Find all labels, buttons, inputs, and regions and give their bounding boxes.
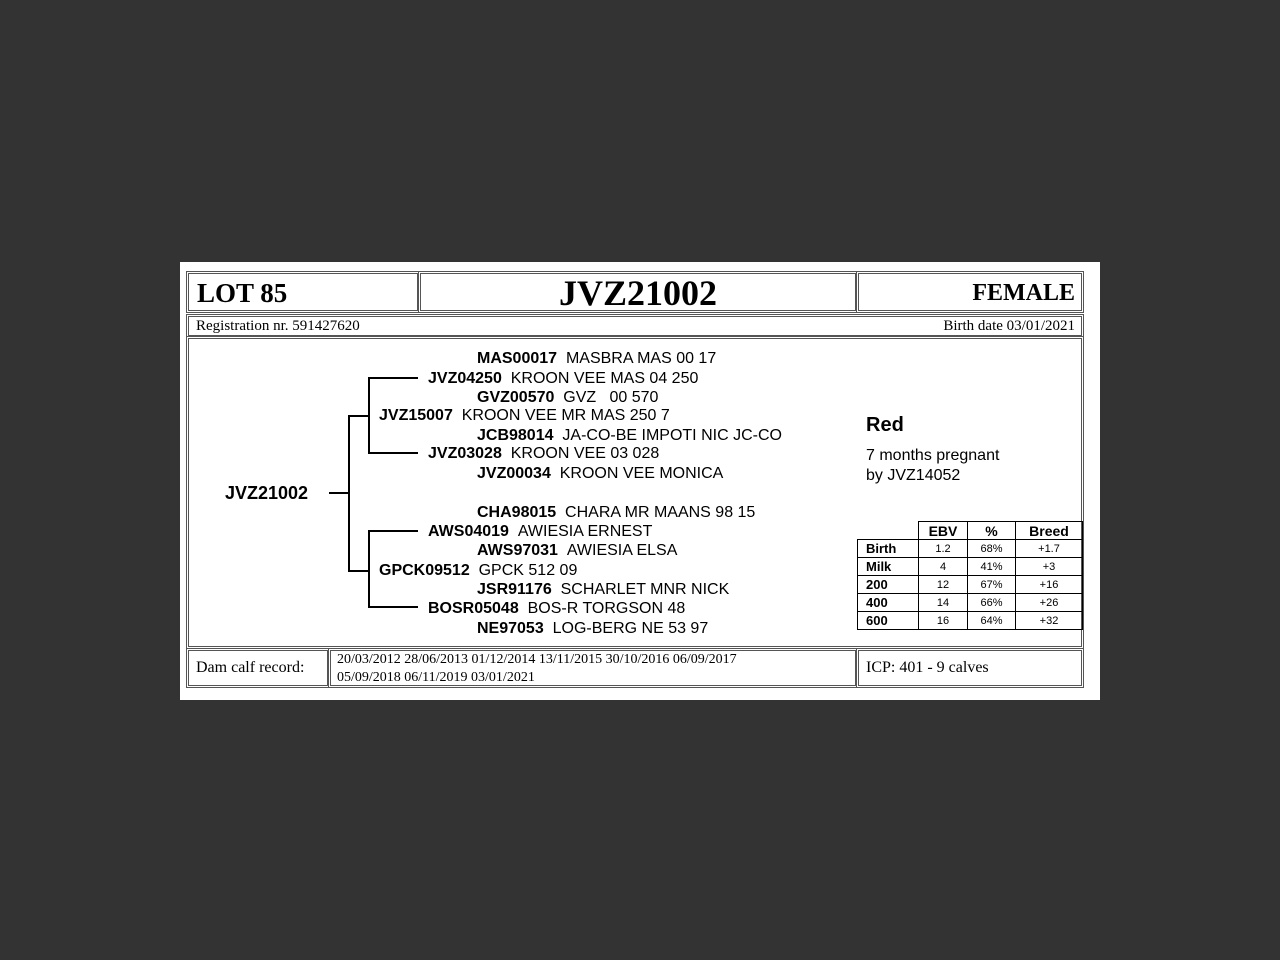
pedigree-sire-dam-sire: [477, 427, 782, 445]
pedigree-dam-sire-sire: [477, 504, 755, 522]
pedigree-sire: [379, 407, 670, 425]
ebv-value: 12: [919, 576, 968, 594]
pedigree-animal: [225, 483, 308, 503]
connector-dam: [348, 570, 370, 572]
pregnant-by: by JVZ14052: [866, 467, 961, 484]
connector-animal: [329, 492, 349, 494]
pedigree-dam-sire: [428, 523, 652, 541]
connector-sire-sire: [368, 377, 418, 379]
ebv-value: 4: [919, 558, 968, 576]
icp-value: ICP: 401 - 9 calves: [866, 659, 989, 676]
pedigree-sire-sire-sire: [477, 350, 716, 368]
registration-number: Registration nr. 591427620: [196, 318, 360, 334]
ped-name: KROON VEE MR MAS 250 7: [461, 407, 670, 424]
ped-id: JVZ15007: [379, 407, 453, 424]
icp-cell: [856, 648, 1084, 688]
pedigree-dam-sire-dam: [477, 542, 677, 560]
ped-id: BOSR05048: [428, 600, 519, 617]
ebv-pct: 68%: [968, 540, 1016, 558]
ebv-breed: +32: [1016, 612, 1083, 630]
ebv-table: [857, 521, 1083, 630]
ped-name: CHARA MR MAANS 98 15: [565, 504, 756, 521]
ped-id: JSR91176: [477, 581, 552, 598]
ebv-breed: +3: [1016, 558, 1083, 576]
ebv-pct: 64%: [968, 612, 1016, 630]
sex-label: FEMALE: [972, 280, 1075, 306]
ebv-value: 16: [919, 612, 968, 630]
ped-id: AWS97031: [477, 542, 558, 559]
ebv-row: [858, 558, 1083, 576]
pedigree-sire-sire: [428, 370, 698, 388]
pedigree-animal-id: JVZ21002: [225, 483, 309, 503]
pedigree-sire-dam: [428, 445, 659, 463]
pedigree-dam-dam-sire: [477, 581, 729, 599]
ebv-corner: [858, 522, 919, 540]
animal-id-title: JVZ21002: [558, 273, 717, 313]
dam-calf-dates: [337, 651, 842, 686]
ebv-pct: 67%: [968, 576, 1016, 594]
ped-id: JVZ03028: [428, 445, 502, 462]
animal-color: Red: [866, 414, 904, 436]
ped-name: KROON VEE 03 028: [510, 445, 660, 462]
ebv-row-label: Birth: [858, 540, 919, 558]
connector-sire: [348, 415, 370, 417]
ebv-row-label: 200: [858, 576, 919, 594]
connector-dam-dam: [368, 606, 418, 608]
ped-name: BOS-R TORGSON 48: [527, 600, 686, 617]
ebv-row-label: 400: [858, 594, 919, 612]
ped-id: JCB98014: [477, 427, 554, 444]
pedigree-sire-dam-dam: [477, 465, 723, 483]
ped-name: AWIESIA ERNEST: [517, 523, 653, 540]
ebv-header-breed: Breed: [1016, 522, 1083, 540]
ebv-row: [858, 612, 1083, 630]
ebv-breed: +26: [1016, 594, 1083, 612]
ebv-row-label: 600: [858, 612, 919, 630]
connector-sire-dam: [368, 452, 418, 454]
ebv-breed: +1.7: [1016, 540, 1083, 558]
ped-name: GPCK 512 09: [478, 562, 578, 579]
ped-id: JVZ04250: [428, 370, 502, 387]
lot-card: [180, 262, 1100, 700]
ebv-row: [858, 594, 1083, 612]
ped-id: GPCK09512: [379, 562, 470, 579]
pregnancy-status: 7 months pregnant: [866, 447, 1000, 464]
connector-vertical-main: [348, 415, 350, 572]
dam-calf-label: Dam calf record:: [196, 659, 305, 676]
birth-date: Birth date 03/01/2021: [943, 318, 1075, 334]
ebv-header-ebv: EBV: [919, 522, 968, 540]
ebv-header-pct: %: [968, 522, 1016, 540]
ebv-row: [858, 576, 1083, 594]
pedigree-dam-dam-dam: [477, 620, 708, 638]
ebv-row: [858, 540, 1083, 558]
ped-id: AWS04019: [428, 523, 509, 540]
dam-calf-dates-line-2: 05/09/2018 06/11/2019 03/01/2021: [337, 669, 535, 685]
ped-id: MAS00017: [477, 350, 558, 367]
ebv-pct: 41%: [968, 558, 1016, 576]
registration-row: [186, 314, 1084, 338]
lot-number: LOT 85: [197, 278, 288, 308]
connector-vertical-sire: [368, 377, 370, 454]
ped-name: LOG-BERG NE 53 97: [552, 620, 709, 637]
ped-name: MASBRA MAS 00 17: [565, 350, 717, 367]
ebv-pct: 66%: [968, 594, 1016, 612]
ped-id: JVZ00034: [477, 465, 551, 482]
ebv-value: 14: [919, 594, 968, 612]
ebv-value: 1.2: [919, 540, 968, 558]
pedigree-sire-sire-dam: [477, 389, 658, 407]
ped-name: KROON VEE MONICA: [559, 465, 724, 482]
ebv-header-row: [858, 522, 1083, 540]
ped-name: GVZ 00 570: [563, 389, 659, 406]
sex-cell: [856, 271, 1084, 313]
ped-name: SCHARLET MNR NICK: [560, 581, 730, 598]
lot-cell: [186, 271, 420, 313]
ped-id: GVZ00570: [477, 389, 555, 406]
ebv-row-label: Milk: [858, 558, 919, 576]
dam-calf-dates-line-1: 20/03/2012 28/06/2013 01/12/2014 13/11/2015 30/10/2016 06/09/2017: [337, 652, 737, 667]
pregnancy-info: [866, 446, 1066, 486]
pedigree-dam-dam: [428, 600, 685, 618]
ped-name: JA-CO-BE IMPOTI NIC JC-CO: [562, 427, 782, 444]
connector-dam-sire: [368, 530, 418, 532]
dam-calf-dates-cell: [328, 648, 858, 688]
pedigree-dam: [379, 562, 577, 580]
ped-name: KROON VEE MAS 04 250: [510, 370, 699, 387]
ebv-breed: +16: [1016, 576, 1083, 594]
connector-vertical-dam: [368, 530, 370, 608]
ped-id: CHA98015: [477, 504, 557, 521]
dam-calf-label-cell: [186, 648, 330, 688]
ped-name: AWIESIA ELSA: [566, 542, 678, 559]
ped-id: NE97053: [477, 620, 544, 637]
animal-id-cell: [418, 271, 858, 313]
